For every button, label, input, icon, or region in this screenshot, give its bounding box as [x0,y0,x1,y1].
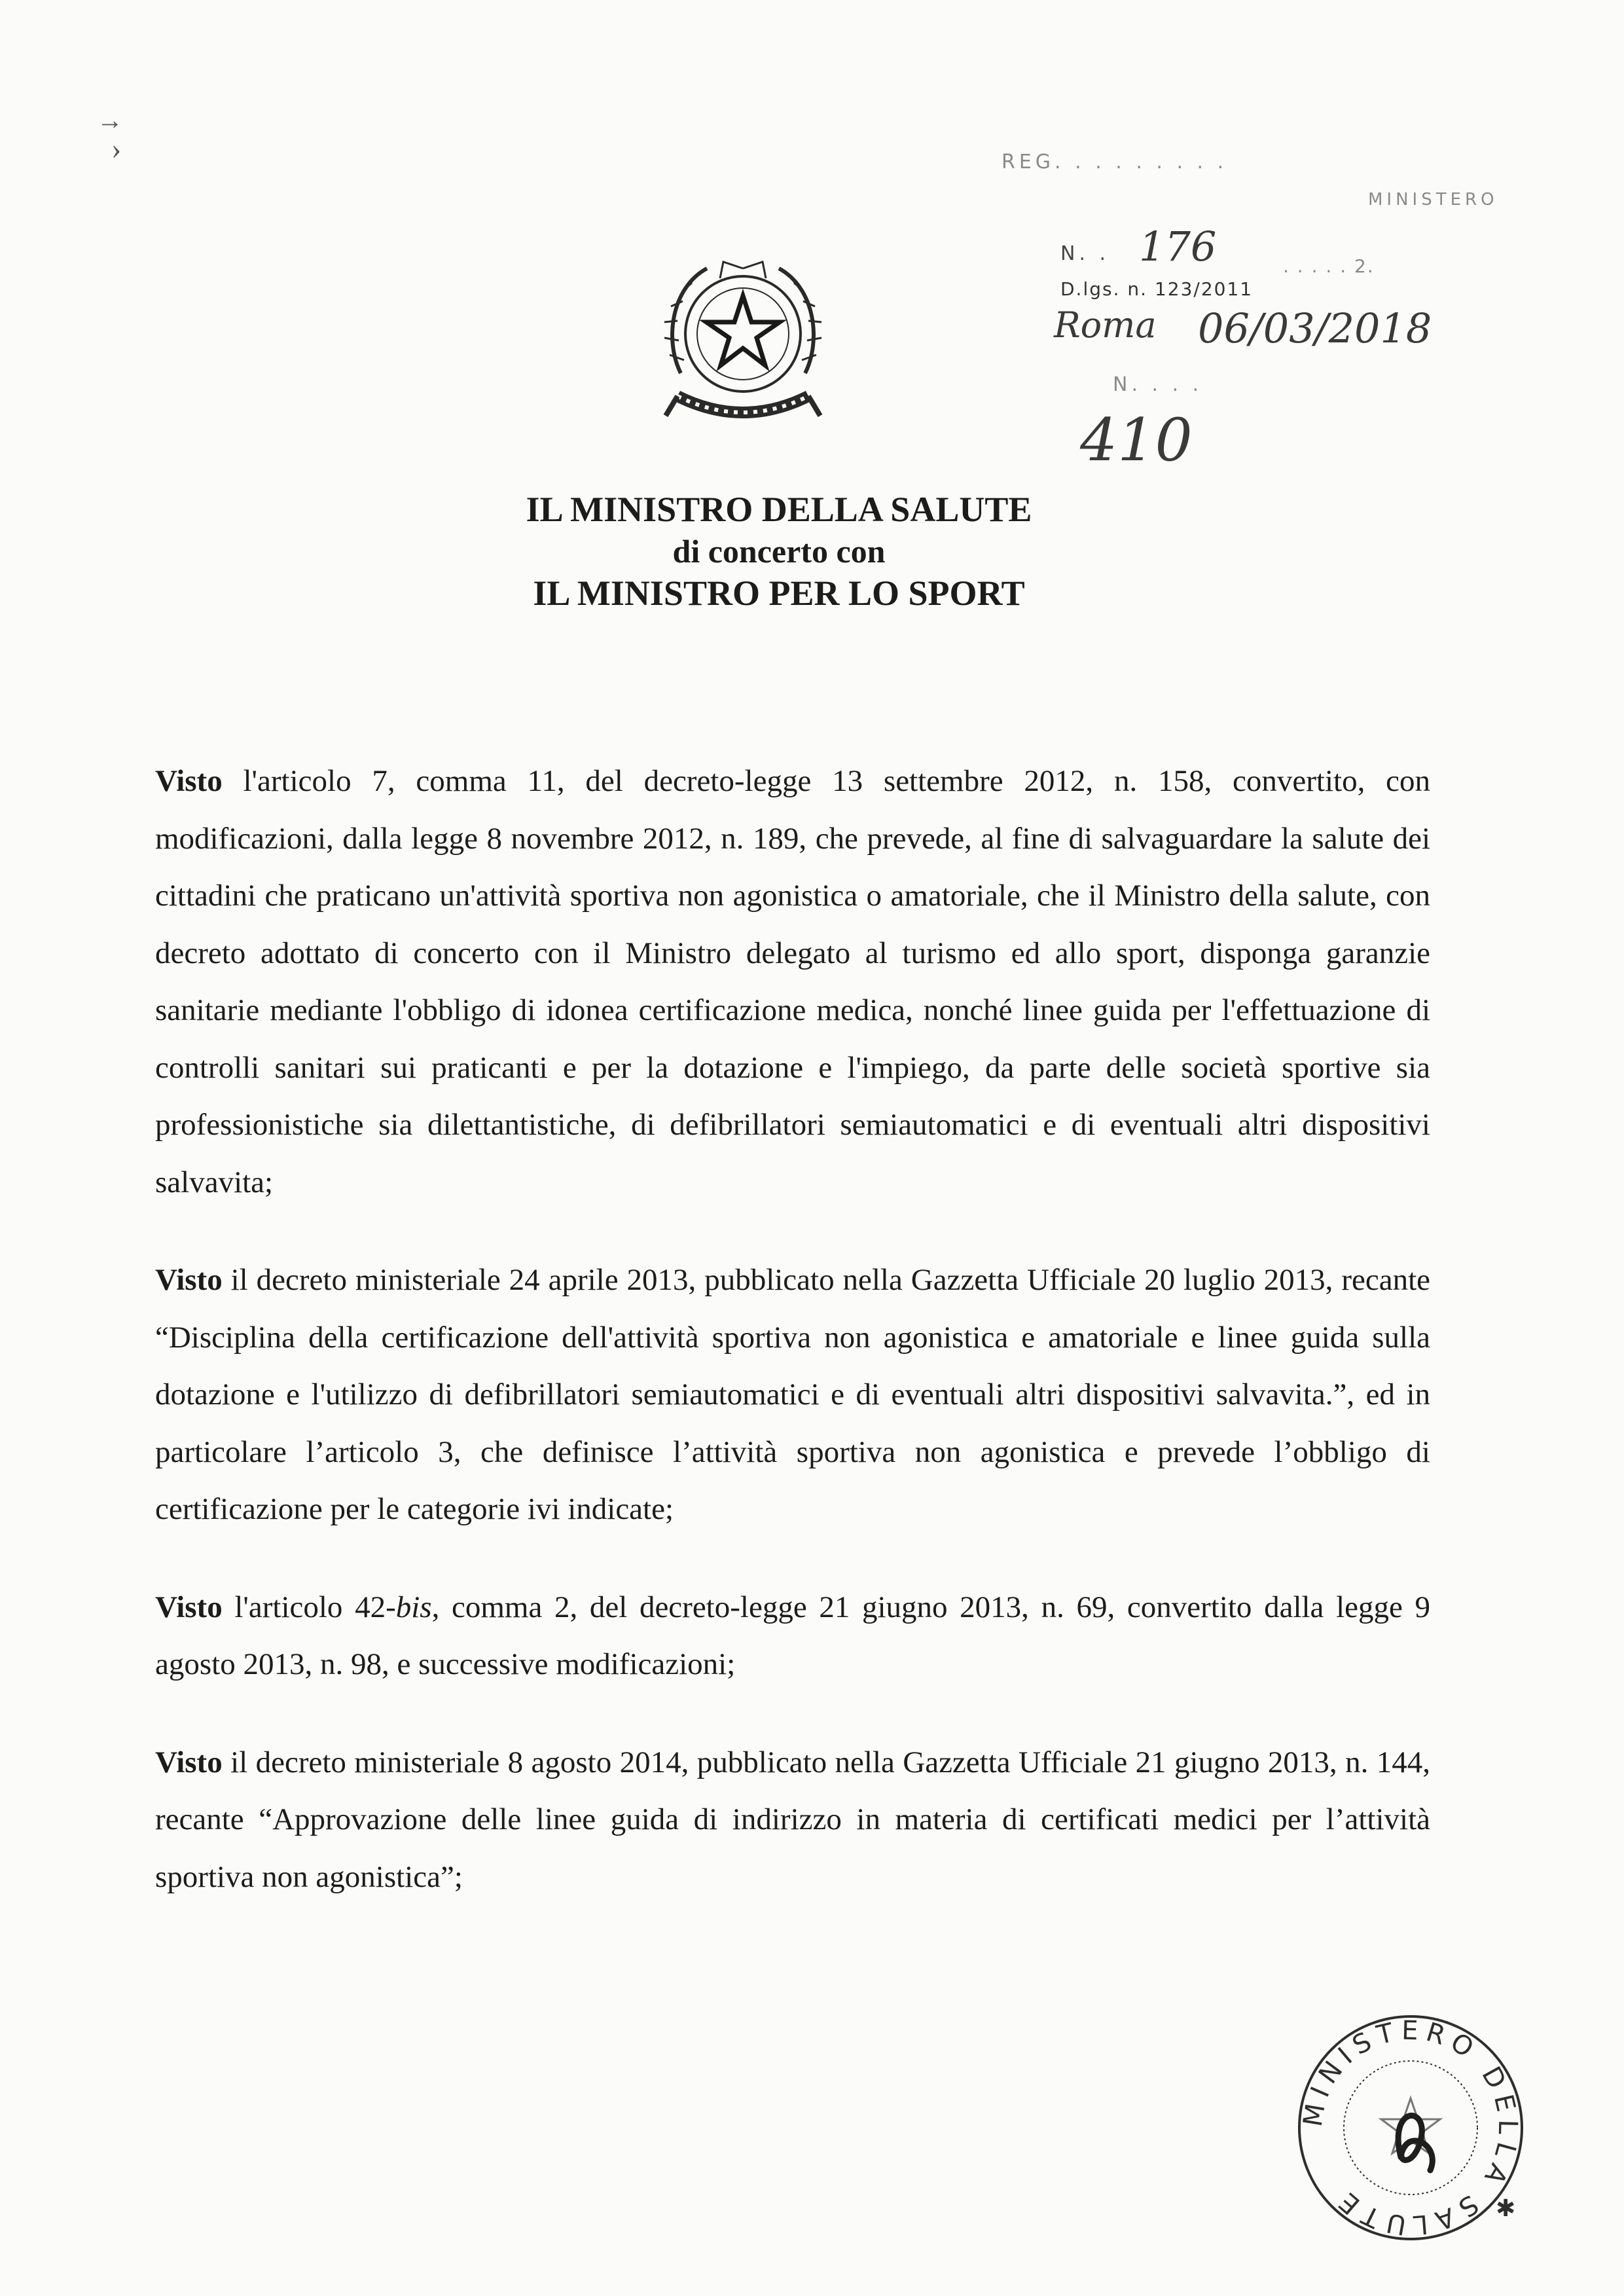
recital-lead: Visto [155,764,223,798]
recital-text: , comma 2, del decreto-legge 21 giugno 2013, n. 69, convertito dalla legge 9 agosto 2013, n. 98, e successive modificazioni; [155,1590,1430,1681]
folio-number: 410 [1080,406,1193,475]
folio-label: N. . . . [1113,373,1203,396]
ministry-seal-icon [1290,2007,1532,2249]
decree-heading [458,488,1100,615]
republic-emblem-icon [658,242,828,439]
protocol-stamp [1001,137,1499,504]
recital-lead: Visto [155,1745,223,1779]
recital-text: l'articolo 42- [222,1590,396,1624]
protocol-number: 176 [1139,223,1217,270]
recital-lead: Visto [155,1590,223,1624]
recital-paragraph [155,753,1430,1211]
recital-text: l'articolo 7, comma 11, del decreto-legge 13 settembre 2012, n. 158, convertito, con modificazioni, dalla legge 8 novembre 2012, n. 189, che prevede, al fine di salvaguardare la salute dei cittadini che praticano un'attività sportiva non agonistica o amatoriale, che il Ministro della salute, con decreto adottato di concerto con il Ministro delegato al turismo ed allo sport, disponga garanzie sanitarie mediante l'obbligo di idonea certificazione medica, nonché linee guida per l'effettuazione di controlli sanitari sui praticanti e per la dotazione e l'impiego, da parte delle società sportive sia professionistiche sia dilettantistiche, di defibrillatori semiautomatici e di eventuali altri dispositivi salvavita; [155,764,1430,1199]
protocol-faint-line: MINISTERO [1368,190,1498,210]
recital-paragraph [155,1734,1430,1906]
recital-paragraph [155,1252,1430,1539]
recital-lead: Visto [155,1263,223,1297]
register-line: D.lgs. n. 123/2011 [1060,278,1254,300]
protocol-number-label: N. . [1060,242,1110,265]
protocol-faint-line: REG. . . . . . . . . [1001,151,1228,173]
recital-text: il decreto ministeriale 8 agosto 2014, pubblicato nella Gazzetta Ufficiale 21 giugno 2013, n. 144, recante “Approvazione delle linee guida di indirizzo in materia di certificati medici per l’attività sportiva non agonistica”; [155,1745,1430,1894]
decree-body [155,753,1430,1946]
heading-line-3: IL MINISTRO PER LO SPORT [533,574,1025,613]
protocol-date: 06/03/2018 [1198,304,1432,352]
recital-paragraph [155,1579,1430,1694]
register-tail: . . . . . 2. [1283,255,1375,277]
margin-mark: › [111,132,122,165]
heading-line-2: di concerto con [672,533,886,570]
recital-text: il decreto ministeriale 24 aprile 2013, pubblicato nella Gazzetta Ufficiale 20 luglio 2013, recante “Disciplina della certificazione dell'attività sportiva non agonistica e amatoriale e linee guida sulla dotazione e l'utilizzo di defibrillatori semiautomatici e di eventuali altri dispositivi salvavita.”, ed in particolare l’articolo 3, che definisce l’attività sportiva non agonistica e prevede l’obbligo di certificazione per le categorie ivi indicate; [155,1263,1430,1526]
recital-italic: bis [395,1590,432,1624]
svg-text:✱: ✱ [1496,2195,1516,2222]
seal-ring-text: MINISTERO DELLA SALUTE [1297,2015,1523,2240]
margin-mark: → [97,105,123,135]
protocol-date-prefix: Roma [1054,304,1157,346]
heading-line-1: IL MINISTRO DELLA SALUTE [526,490,1032,529]
